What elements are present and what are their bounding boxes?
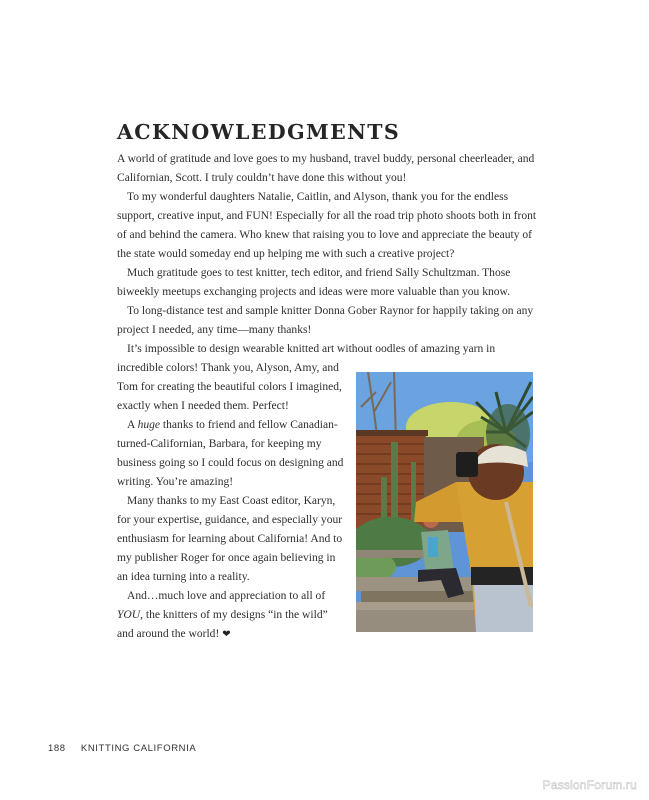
paragraph: Many thanks to my East Coast editor, Karyn, for your expertise, guidance, and especially your enthusiasm for learning about California! And to my publisher Roger for once again believing in an idea turning into a reality. xyxy=(117,495,343,583)
page-title: ACKNOWLEDGMENTS xyxy=(117,120,401,144)
text-run: A xyxy=(127,419,138,431)
photo-illustration xyxy=(356,372,533,632)
paragraph: To my wonderful daughters Natalie, Caitlin, and Alyson, thank you for the endless support, creative input, and FUN! Especially for all the road trip photo shoots both in front of and behind the camera. Who knew that raising you to love and appreciate the beauty of the state would someday end up helping me with such a creative project? xyxy=(117,191,537,260)
narrow-column-block xyxy=(117,359,347,644)
text-run: And…much love and appreciation to all of xyxy=(127,590,326,602)
paragraph xyxy=(117,587,347,644)
emphasis: YOU xyxy=(117,609,141,621)
paragraph: Much gratitude goes to test knitter, tech editor, and friend Sally Schultzman. Those biweekly meetups exchanging projects and ideas were more valuable than you know. xyxy=(117,267,511,298)
paragraph-continued: incredible colors! Thank you, Alyson, Amy, and Tom for creating the beautiful colors I imagined, exactly when I needed them. Perfect! xyxy=(117,362,342,412)
emphasis: huge xyxy=(137,419,161,431)
heart-icon: ❤ xyxy=(222,629,231,640)
text-run: , the knitters of my designs “in the wild” and around the world! xyxy=(117,609,328,640)
page-footer xyxy=(48,743,196,754)
paragraph: To long-distance test and sample knitter Donna Gober Raynor for happily taking on any project I needed, any time—many thanks! xyxy=(117,305,534,336)
text-run: thanks to friend and fellow Canadian-turned-Californian, Barbara, for keeping my business going so I could focus on designing and writing. You’re amazing! xyxy=(117,419,344,488)
page-number: 188 xyxy=(48,743,66,754)
photo xyxy=(356,372,533,632)
paragraph: It’s impossible to design wearable knitted art without oodles of amazing yarn in xyxy=(127,343,496,355)
paragraph: A world of gratitude and love goes to my husband, travel buddy, personal cheerleader, and Californian, Scott. I truly couldn’t have done this without you! xyxy=(117,153,535,184)
watermark: PassionForum.ru xyxy=(542,778,637,792)
paragraph xyxy=(117,416,347,492)
running-title: KNITTING CALIFORNIA xyxy=(80,743,197,754)
full-width-block xyxy=(117,150,542,359)
